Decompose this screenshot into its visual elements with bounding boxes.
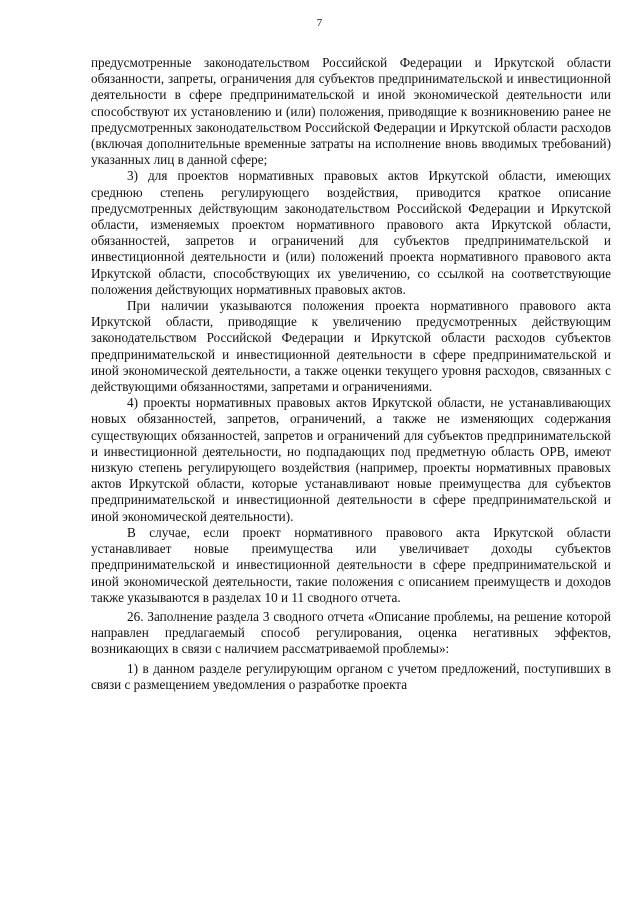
paragraph-expenses: При наличии указываются положения проекта нормативного правового акта Иркутской области, приводящие к увеличению предусмотренных действующим законодательством Российской Федерации и Иркутской области расходов субъектов предпринимательской и инвестиционной деятельности в сфере предпринимательской и иной экономической деятельности, а также оценки текущего уровня расходов, связанных с действующими обязанностями, запретами и ограничениями. <box>91 298 611 395</box>
paragraph-item-3: 3) для проектов нормативных правовых актов Иркутской области, имеющих среднюю степень регулирующего воздействия, приводится краткое описание предусмотренных действующим законодательством Российской Федерации и Иркутской области, изменяемых проектом нормативного правового акта Иркутской области, обязанностей, запретов и ограничений для субъектов предпринимательской и инвестиционной деятельности и (или) положений проекта нормативного правового акта Иркутской области, способствующих их увеличению, со ссылкой на соответствующие положения действующих нормативных правовых актов. <box>91 168 611 297</box>
paragraph-section-26: 26. Заполнение раздела 3 сводного отчета «Описание проблемы, на решение которой направлен предлагаемый способ регулирования, оценка негативных эффектов, возникающих в связи с наличием рассматриваемой проблемы»: <box>91 608 611 657</box>
document-body <box>91 55 611 693</box>
paragraph-advantages: В случае, если проект нормативного правового акта Иркутской области устанавливает новые преимущества или увеличивает доходы субъектов предпринимательской и инвестиционной деятельности в сфере предпринимательской и иной экономической деятельности, такие положения с описанием преимуществ и доходов также указываются в разделах 10 и 11 сводного отчета. <box>91 524 611 605</box>
page-number: 7 <box>316 17 323 29</box>
paragraph-continuation: предусмотренные законодательством Российской Федерации и Иркутской области обязанности, запреты, ограничения для субъектов предпринимательской и инвестиционной деятельности в сфере предпринимательской и иной экономической деятельности или способствуют их установлению и (или) положения, приводящие к возникновению ранее не предусмотренных законодательством Российской Федерации и Иркутской области расходов (включая дополнительные временные затраты на исполнение вновь вводимых требований) указанных лиц в данной сфере; <box>91 55 611 168</box>
paragraph-item-4: 4) проекты нормативных правовых актов Иркутской области, не устанавливающих новых обязанностей, запретов, ограничений, а также не изменяющих содержания существующих обязанностей, запретов и ограничений для субъектов предпринимательской и инвестиционной деятельности, но подпадающих под предметную область ОРВ, имеют низкую степень регулирующего воздействия (например, проекты нормативных правовых актов Иркутской области, которые устанавливают новые преимущества для субъектов предпринимательской и инвестиционной деятельности в сфере предпринимательской и иной экономической деятельности). <box>91 395 611 524</box>
paragraph-item-1: 1) в данном разделе регулирующим органом с учетом предложений, поступивших в связи с размещением уведомления о разработке проекта <box>91 660 611 692</box>
